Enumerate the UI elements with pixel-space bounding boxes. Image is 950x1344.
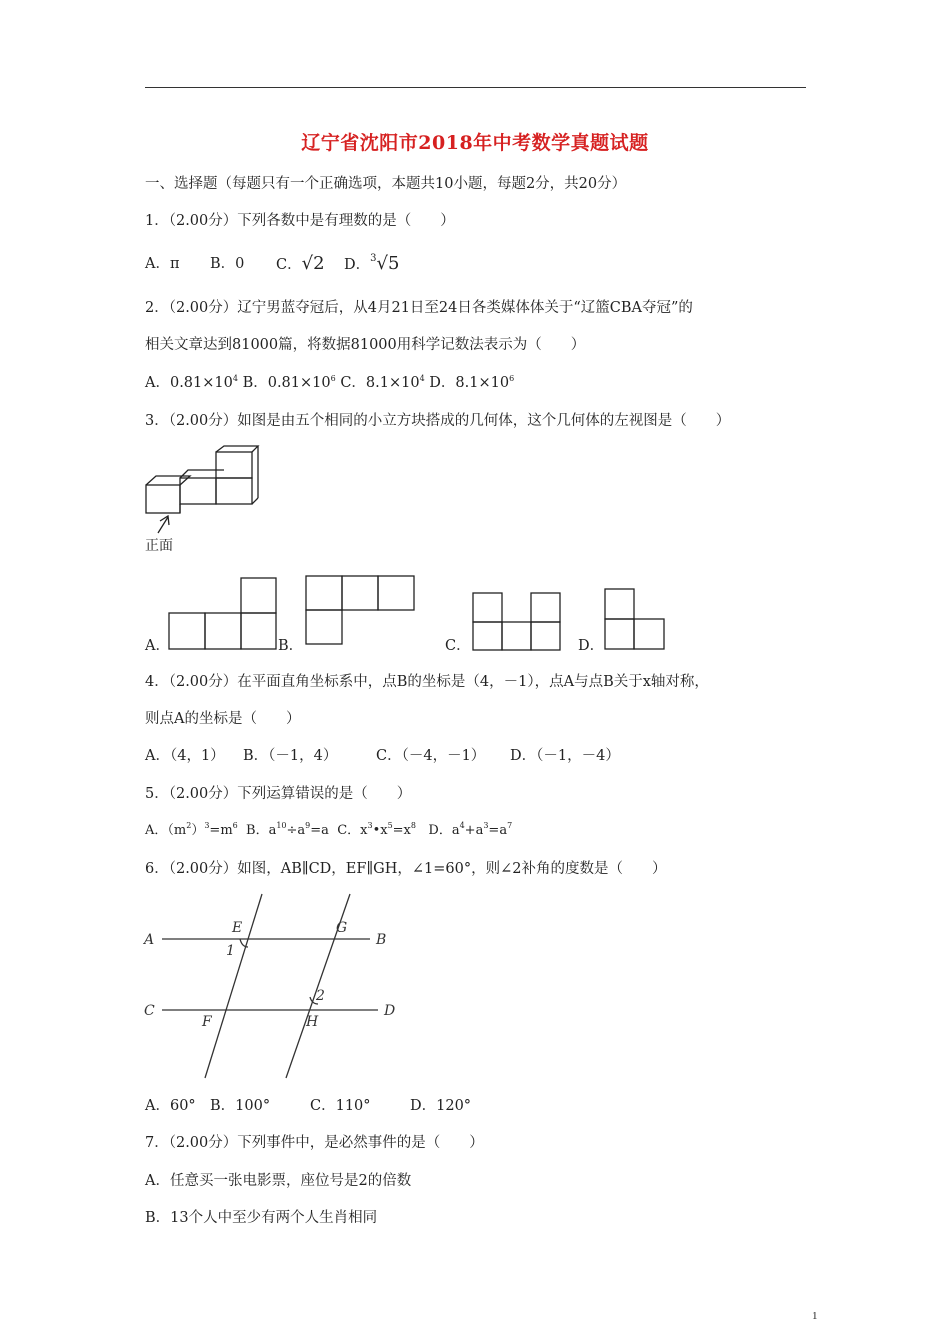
q5-d-mid: +a [464,823,484,838]
q5-d-e1: 4 [459,821,465,830]
q5-d-pre: D．a [428,823,460,838]
cube-top-face-2 [180,470,224,478]
q6-option-b: B．100° [210,1098,271,1114]
q5-b-e1: 10 [276,821,287,830]
q5-stem: 5．（2.00分）下列运算错误的是（ ） [145,786,412,802]
q7-stem: 7．（2.00分）下列事件中，是必然事件的是（ ） [145,1135,484,1151]
header-rule [145,87,806,88]
label-angle-2: 2 [316,988,325,1004]
q4-option-d: D．（－1，－4） [510,748,620,764]
q5-a-e3: 6 [232,821,238,830]
q5-a-e2: 3 [204,821,210,830]
q4-stem-line1: 4．（2.00分）在平面直角坐标系中，点B的坐标是（4，－1），点A与点B关于x轴对称， [145,674,709,690]
q5-c-e3: 8 [410,821,416,830]
label-f: F [202,1014,212,1030]
q5-b-pre: B．a [246,823,277,838]
q3-option-c-figure [472,592,564,652]
label-e: E [232,920,243,936]
q3-option-a-figure [168,577,278,651]
q2-option-d: D．8.1×10 [429,375,510,391]
q1-option-d-index: 3 [370,253,377,264]
q3-stem: 3．（2.00分）如图是由五个相同的小立方块搭成的几何体，这个几何体的左视图是（ ） [145,413,731,429]
q4-stem-line2: 则点A的坐标是（ ） [145,711,301,727]
q2-stem-line2: 相关文章达到81000篇，将数据81000用科学记数法表示为（ ） [145,337,586,353]
cube-front-3 [216,478,252,504]
q5-d-eq: =a [488,823,508,838]
q5-d-e3: 7 [507,821,513,830]
q5-a-e1: 2 [186,821,192,830]
q5-option-b [246,823,329,838]
q2-option-b: B．0.81×10 [242,375,331,391]
label-d: D [384,1003,396,1019]
q5-c-eq: =x [392,823,411,838]
q3-option-b-figure [305,575,417,647]
q2-option-a-exp: 4 [232,374,238,383]
cube-front-2 [180,478,216,504]
q5-a-pre: A．（m [145,823,187,838]
q2-stem-line1: 2．（2.00分）辽宁男蓝夺冠后，从4月21日至24日各类媒体体关于“辽篮CBA夺冠”的 [145,300,693,316]
q2-option-c: C．8.1×10 [340,375,420,391]
q2-option-d-exp: 6 [509,374,515,383]
q5-c-e2: 5 [387,821,393,830]
q3-option-b-label: B． [278,638,304,654]
q5-b-mid: ÷a [286,823,306,838]
q5-a-mid: ） [191,823,205,838]
q3-option-c-label: C． [445,638,471,654]
q1-option-c-label: C． [276,257,302,273]
label-angle-1: 1 [226,943,235,959]
q4-option-c: C．（－4，－1） [376,748,486,764]
q6-option-a: A．60° [145,1098,196,1114]
label-b: B [376,932,387,948]
q2-option-a: A．0.81×10 [145,375,233,391]
q5-c-mid: •x [372,823,388,838]
q4-option-a: A．（4，1） [145,748,225,764]
q1-option-d-label: D． [344,257,371,273]
q5-a-eq: =m [209,823,233,838]
q5-options [145,821,512,841]
parallel-lines-figure [140,892,410,1082]
q1-option-c-math: √2 [301,253,325,274]
q6-stem: 6．（2.00分）如图，AB∥CD，EF∥GH，∠1=60°，则∠2补角的度数是（ ） [145,861,667,877]
q1-option-b: B．0 [210,256,245,272]
q2-options [145,373,514,393]
q4-option-b: B．（－1，4） [243,748,338,764]
q6-option-c: C．110° [310,1098,371,1114]
label-a: A [144,932,155,948]
page-title: 辽宁省沈阳市2018年中考数学真题试题 [301,132,649,154]
q5-option-c [337,823,416,838]
q5-b-e2: 9 [305,821,311,830]
cube-side-bottom [252,498,258,504]
q5-b-eq: =a [310,823,329,838]
cube-top-face-3 [216,446,258,452]
label-h: H [306,1014,319,1030]
q1-option-d [344,254,399,275]
q5-option-d [428,823,512,838]
q1-option-a: A．π [145,256,180,272]
q1-option-d-math: √5 [376,253,400,274]
cube-front-1 [146,485,180,513]
q5-option-a [145,823,238,838]
q1-stem: 1．（2.00分）下列各数中是有理数的是（ ） [145,213,455,229]
q7-option-a: A．任意买一张电影票，座位号是2的倍数 [145,1173,412,1189]
label-g: G [336,920,348,936]
section-heading: 一、选择题（每题只有一个正确选项，本题共10小题，每题2分，共20分） [145,176,627,192]
q5-c-pre: C．x [337,823,368,838]
page-number: 1 [812,1310,818,1322]
q7-option-b: B．13个人中至少有两个人生肖相同 [145,1210,378,1226]
q6-option-d: D．120° [410,1098,472,1114]
q5-d-e2: 3 [483,821,489,830]
q3-option-d-label: D． [578,638,605,654]
q5-c-e1: 3 [367,821,373,830]
q1-option-c [276,254,325,275]
q3-option-a-label: A． [145,638,170,654]
label-c: C [144,1003,155,1019]
q2-option-b-exp: 6 [330,374,336,383]
front-label: 正面 [145,538,173,554]
q3-option-d-figure [604,588,670,652]
q2-option-c-exp: 4 [419,374,425,383]
cube-top [216,452,252,478]
